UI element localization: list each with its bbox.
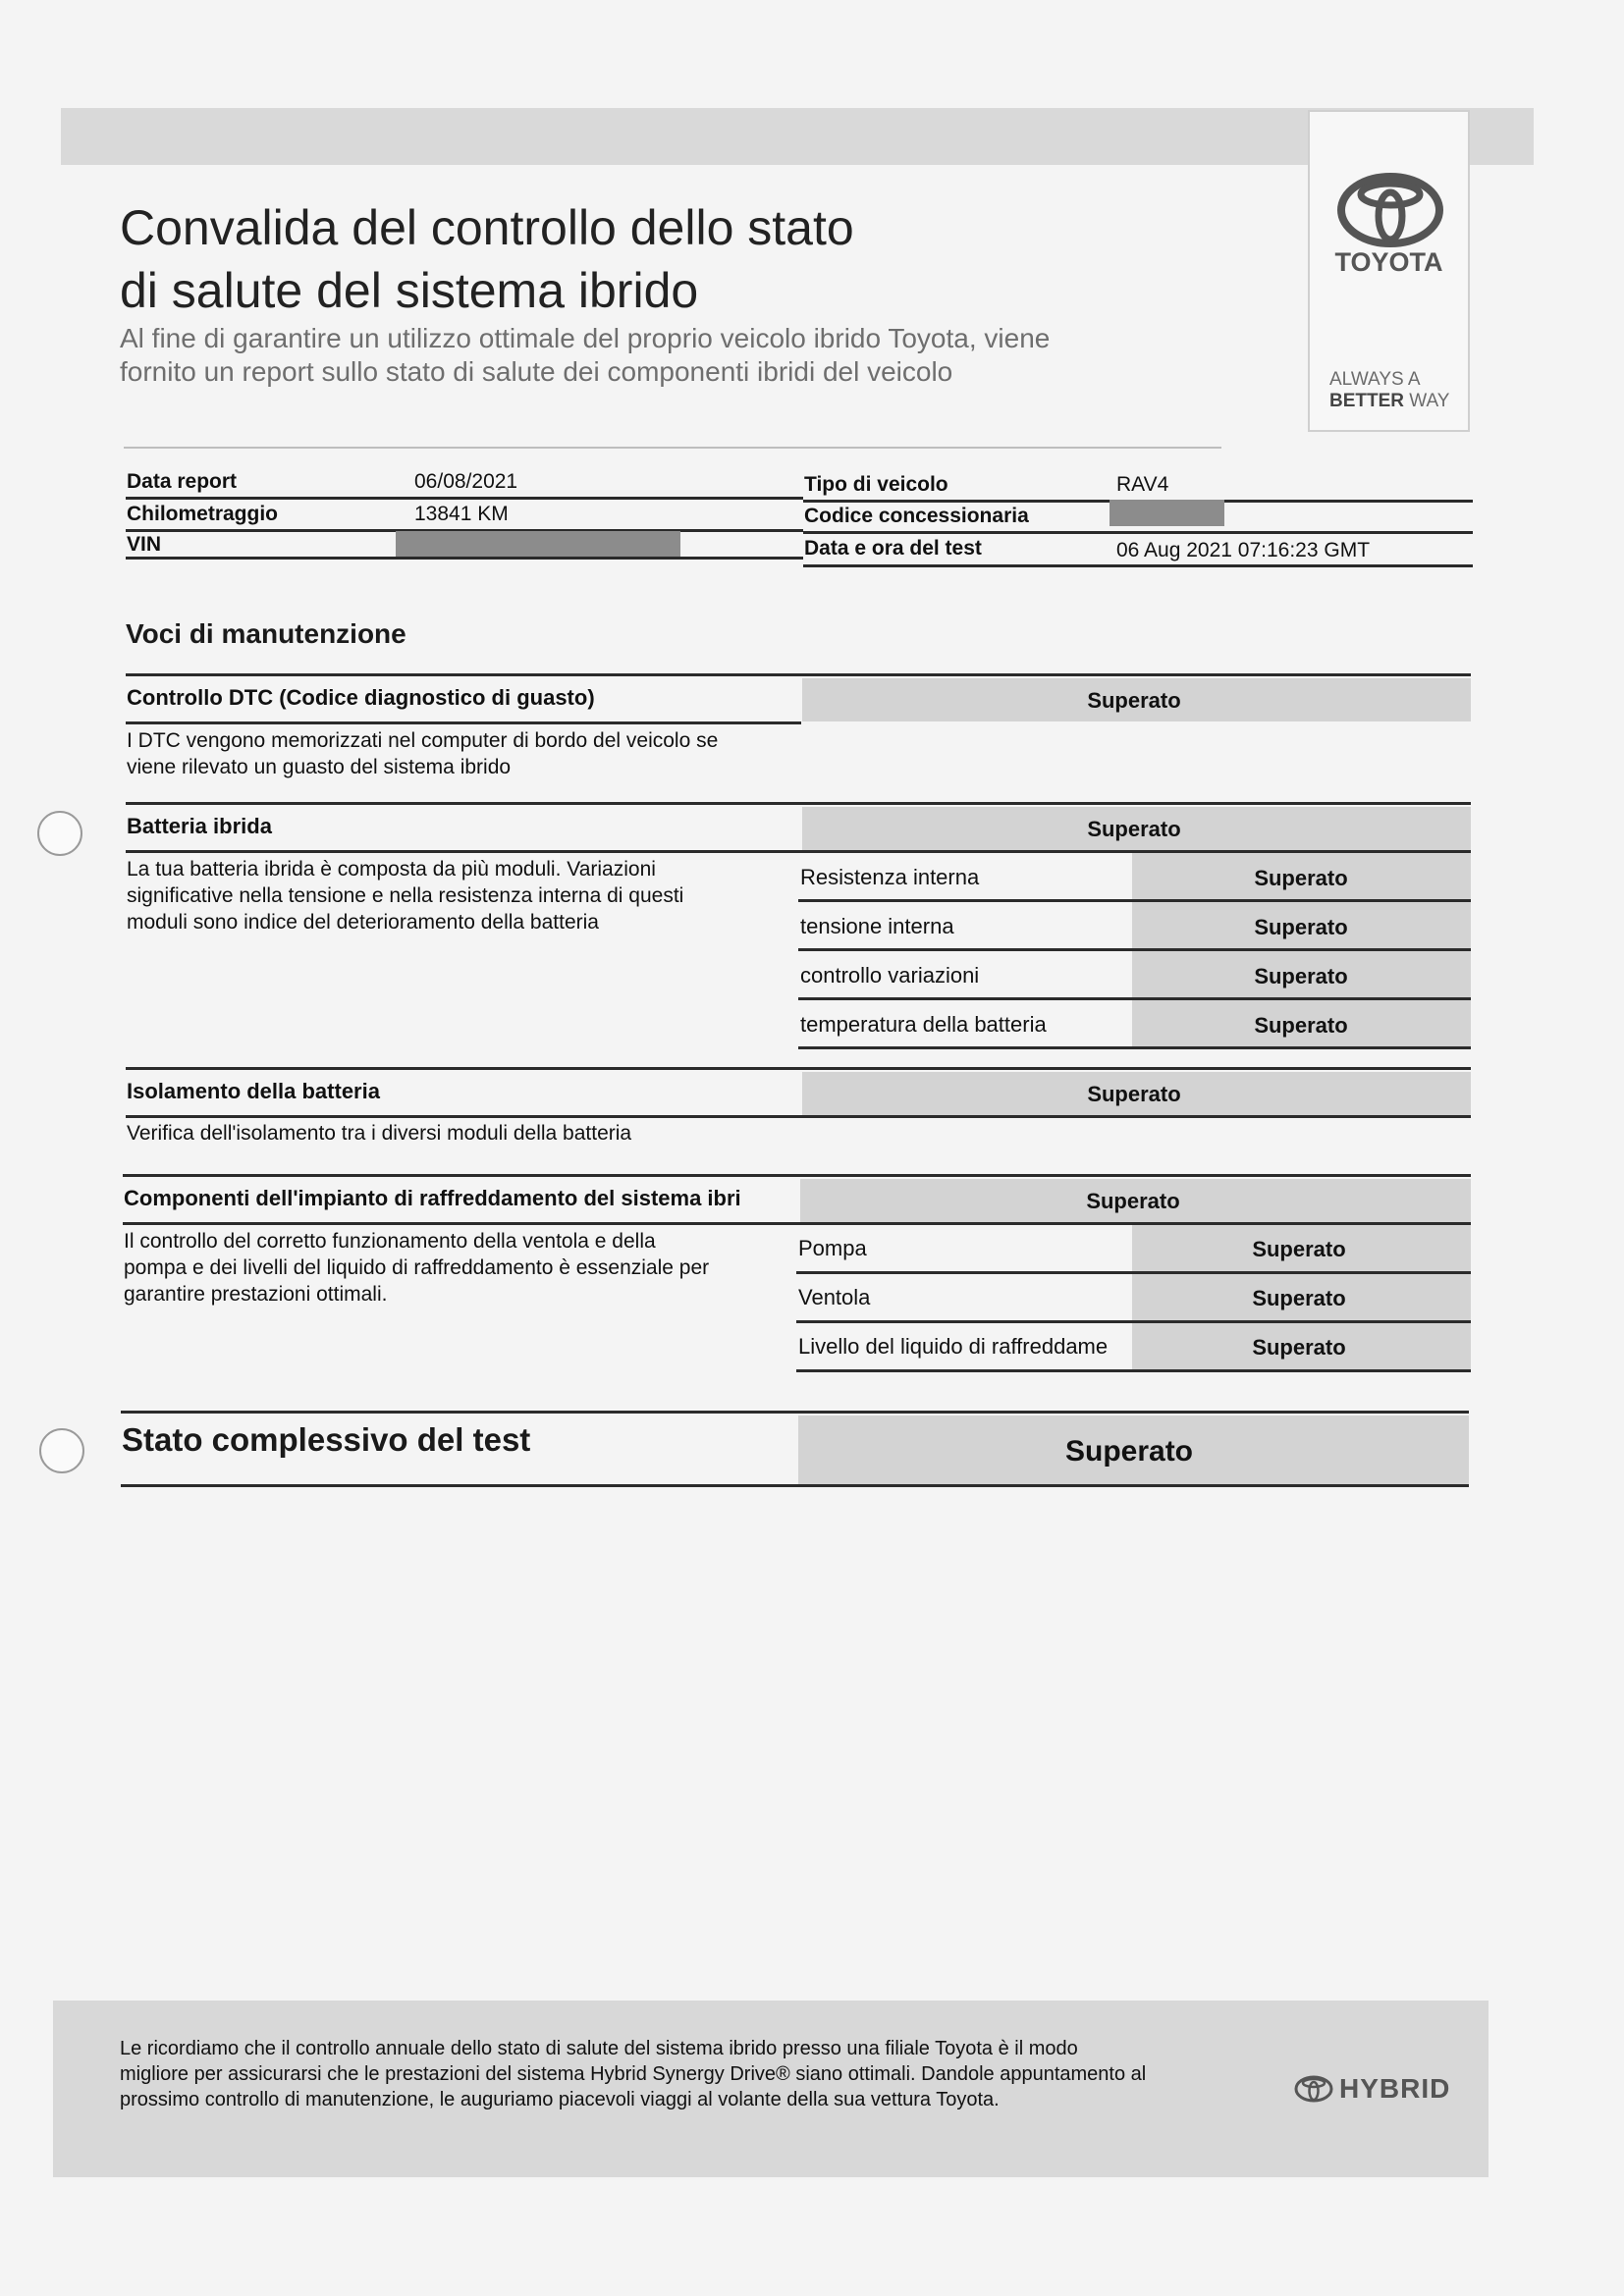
sub-item-divider <box>798 1046 1471 1049</box>
sub-item-label: temperatura della batteria <box>800 1012 1047 1037</box>
toyota-wordmark: TOYOTA <box>1334 247 1443 277</box>
title-divider <box>124 447 1221 449</box>
toyota-small-emblem-icon <box>1294 2073 1333 2105</box>
overall-divider <box>121 1484 1469 1487</box>
meta-divider <box>126 497 803 500</box>
sub-item-label: tensione interna <box>800 914 954 938</box>
item-divider <box>123 1174 1471 1177</box>
sub-item-label: Ventola <box>798 1285 871 1309</box>
raffreddamento-title: Componenti dell'impianto di raffreddamento del sistema ibri <box>124 1186 741 1210</box>
punch-hole <box>37 811 82 856</box>
sub-item-status: Superato <box>1254 964 1348 988</box>
batteria-description: La tua batteria ibrida è composta da più moduli. Variazioni significative nella tensione e nella resistenza interna di questi moduli sono indice del deterioramento della batteria <box>127 858 684 934</box>
punch-hole <box>39 1428 84 1473</box>
overall-title: Stato complessivo del test <box>122 1421 531 1458</box>
tipo-value: RAV4 <box>1116 473 1169 496</box>
data-report-label: Data report <box>127 470 238 493</box>
item-divider <box>126 1067 1471 1070</box>
sub-item-status: Superato <box>1254 1013 1348 1038</box>
sub-item-label: Livello del liquido di raffreddame <box>798 1334 1109 1359</box>
sub-item-divider <box>796 1369 1471 1372</box>
sub-item-label: Pompa <box>798 1236 867 1260</box>
hybrid-wordmark: HYBRID <box>1339 2073 1451 2104</box>
toyota-emblem-icon <box>1337 171 1443 249</box>
overall-status: Superato <box>1064 1435 1194 1468</box>
item-divider <box>126 1115 1471 1118</box>
sub-item-status: Superato <box>1254 866 1348 890</box>
meta-divider <box>803 564 1473 567</box>
meta-divider <box>126 557 803 560</box>
isolamento-description: Verifica dell'isolamento tra i diversi moduli della batteria <box>127 1122 632 1145</box>
dtc-status: Superato <box>1087 688 1181 713</box>
batteria-title: Batteria ibrida <box>127 814 272 838</box>
section-title: Voci di manutenzione <box>126 618 406 649</box>
vin-label: VIN <box>127 533 162 556</box>
meta-divider <box>803 531 1473 534</box>
dtc-title: Controllo DTC (Codice diagnostico di guasto) <box>127 685 595 710</box>
toyota-tagline: ALWAYS A BETTER WAY <box>1329 369 1450 411</box>
tipo-label: Tipo di veicolo <box>804 473 948 496</box>
km-label: Chilometraggio <box>127 503 279 525</box>
sub-item-status: Superato <box>1252 1286 1346 1310</box>
isolamento-title: Isolamento della batteria <box>127 1079 380 1103</box>
sub-item-status: Superato <box>1252 1335 1346 1360</box>
footer-text: Le ricordiamo che il controllo annuale dello stato di salute del sistema ibrido presso una filiale Toyota è il modo migliore per assicurarsi che le prestazioni del sistema Hybrid Synergy Drive® siano ottimali. Dandole appuntamento al prossimo controllo di manutenzione, le auguriamo piacevoli viaggi al volante della sua vettura Toyota. <box>120 2038 1147 2110</box>
overall-divider <box>121 1411 1469 1414</box>
isolamento-status: Superato <box>1087 1082 1181 1106</box>
page-title: Convalida del controllo dello stato di salute del sistema ibrido <box>120 200 854 318</box>
item-divider <box>126 802 1471 805</box>
sub-item-status: Superato <box>1252 1237 1346 1261</box>
data-report-value: 06/08/2021 <box>414 470 518 493</box>
toyota-logo-box <box>1308 110 1470 432</box>
sub-item-label: controllo variazioni <box>800 963 980 988</box>
batteria-status: Superato <box>1087 817 1181 841</box>
item-divider <box>126 721 801 724</box>
sub-item-status: Superato <box>1254 915 1348 939</box>
page-subtitle: Al fine di garantire un utilizzo ottimale del proprio veicolo ibrido Toyota, viene fornito un report sullo stato di salute dei componenti ibridi del veicolo <box>120 323 1051 387</box>
raffreddamento-description: Il controllo del corretto funzionamento della ventola e della pompa e dei livelli del liquido di raffreddamento è essenziale per garantire prestazioni ottimali. <box>124 1230 710 1306</box>
footer-band <box>53 2001 1489 2177</box>
data-test-label: Data e ora del test <box>804 537 982 560</box>
data-test-value: 06 Aug 2021 07:16:23 GMT <box>1116 539 1371 561</box>
hybrid-logo <box>1294 2069 1481 2109</box>
vin-redacted <box>396 531 680 557</box>
codice-redacted <box>1110 500 1224 526</box>
item-divider <box>126 673 1471 676</box>
km-value: 13841 KM <box>414 503 509 525</box>
raffreddamento-status: Superato <box>1086 1189 1180 1213</box>
codice-label: Codice concessionaria <box>804 505 1029 527</box>
sub-item-label: Resistenza interna <box>800 865 980 889</box>
dtc-description: I DTC vengono memorizzati nel computer di bordo del veicolo se viene rilevato un guasto del sistema ibrido <box>127 729 719 778</box>
